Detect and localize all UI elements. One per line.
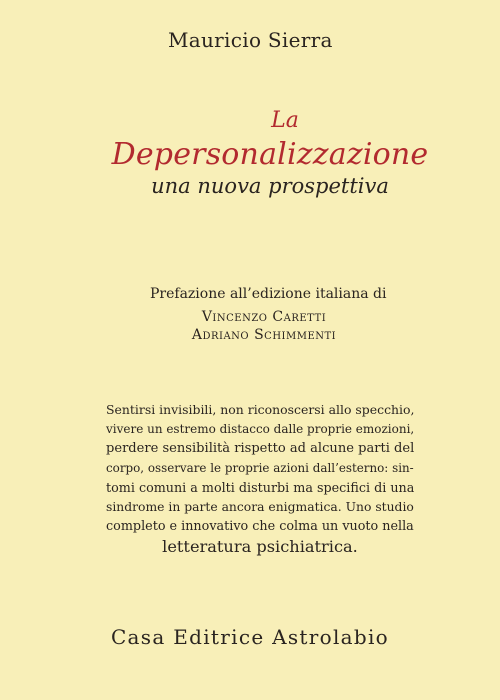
blurb-line: completo e innovativo che colma un vuoto nella	[106, 519, 414, 534]
preface-author-2: Adriano Schimmenti	[191, 327, 337, 343]
cover-blurb	[106, 400, 414, 556]
blurb-line: sindrome in parte ancora enigmatica. Uno studio	[106, 499, 414, 514]
blurb-line: Sentirsi invisibili, non riconoscersi allo specchio,	[106, 402, 415, 417]
book-subtitle: una nuova prospettiva	[151, 174, 389, 198]
book-title: Depersonalizzazione	[111, 137, 429, 172]
blurb-line: corpo, osservare le proprie azioni dall’esterno: sin-	[106, 460, 414, 475]
blurb-line: letteratura psichiatrica.	[162, 536, 358, 556]
author-name: Mauricio Sierra	[168, 28, 333, 52]
blurb-line: tomi comuni a molti disturbi ma specifici di una	[106, 480, 415, 495]
title-block	[0, 108, 500, 198]
blurb-line: perdere sensibilità rispetto ad alcune parti del	[106, 441, 415, 456]
blurb-line: vivere un estremo distacco dalle proprie emozioni,	[106, 421, 415, 436]
preface-authors	[0, 308, 500, 344]
preface-credit: Prefazione all’edizione italiana di	[150, 286, 387, 302]
publisher-name: Casa Editrice Astrolabio	[110, 625, 390, 649]
title-article: La	[271, 108, 299, 133]
preface-author-1: Vincenzo Caretti	[201, 309, 327, 325]
